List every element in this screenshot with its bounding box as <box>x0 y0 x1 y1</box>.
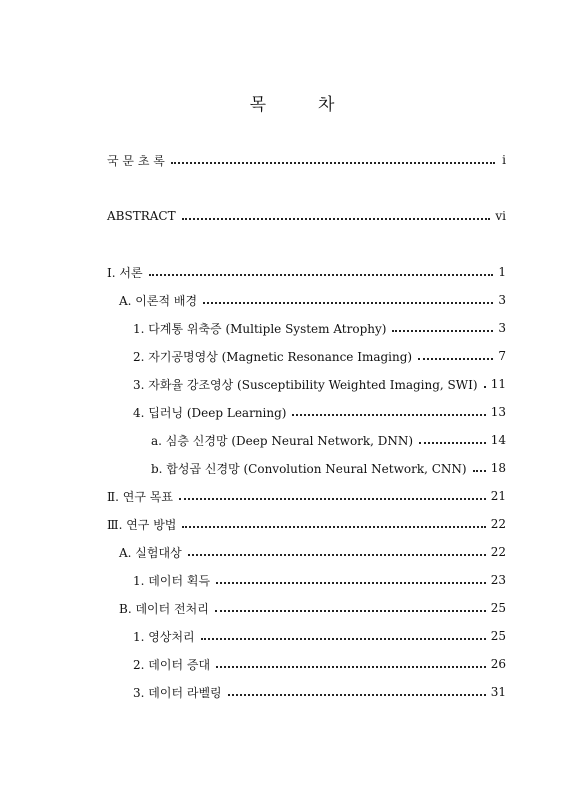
toc-leader <box>216 666 486 668</box>
toc-label: a. 심층 신경망 (Deep Neural Network, DNN) <box>151 433 414 448</box>
title-right: 차 <box>318 95 335 115</box>
toc-leader <box>182 526 485 528</box>
toc-leader <box>418 358 493 360</box>
toc-label: Ⅲ. 연구 방법 <box>107 517 177 532</box>
toc-page: 11 <box>490 377 506 391</box>
toc-entry-ch2[interactable] <box>107 486 506 506</box>
toc-entry-1a4a[interactable] <box>151 430 506 450</box>
toc-entry-3b1[interactable] <box>133 626 506 646</box>
toc-page: 13 <box>490 405 506 419</box>
toc-entry-korean-abstract[interactable] <box>107 150 506 170</box>
toc-leader <box>179 498 486 500</box>
toc-label: 1. 영상처리 <box>133 629 195 644</box>
toc-page: 25 <box>490 629 506 643</box>
toc-entry-1a1[interactable] <box>133 318 506 338</box>
toc-label: 2. 데이터 증대 <box>133 657 211 672</box>
toc-label: 4. 딥러닝 (Deep Learning) <box>133 405 287 420</box>
toc-entry-ch1[interactable] <box>107 262 506 282</box>
toc-leader <box>228 694 486 696</box>
toc-entry-ch3[interactable] <box>107 514 506 534</box>
toc-page: 22 <box>490 517 506 531</box>
toc-page: 7 <box>498 349 506 363</box>
toc-page: 3 <box>498 293 506 307</box>
toc-leader <box>171 162 495 164</box>
toc-leader <box>292 414 485 416</box>
toc-page: 31 <box>490 685 506 699</box>
toc-entry-1a2[interactable] <box>133 346 506 366</box>
toc-entry-3b3[interactable] <box>133 682 506 702</box>
toc-entry-3b2[interactable] <box>133 654 506 674</box>
toc-entry-abstract[interactable] <box>107 206 506 226</box>
toc-label: Ⅰ. 서론 <box>107 265 143 280</box>
toc-page: 18 <box>490 461 506 475</box>
toc-label: 3. 데이터 라벨링 <box>133 685 222 700</box>
toc-label: b. 합성곱 신경망 (Convolution Neural Network, CNN) <box>151 461 467 476</box>
toc-entry-3a[interactable] <box>119 542 506 562</box>
toc-page: 23 <box>490 573 506 587</box>
toc-label: 3. 자화율 강조영상 (Susceptibility Weighted Imaging, SWI) <box>133 377 478 392</box>
toc-page: 21 <box>490 489 506 503</box>
toc-entry-1a[interactable] <box>119 290 506 310</box>
toc-label: ABSTRACT <box>107 209 176 223</box>
toc-label: 1. 다계통 위축증 (Multiple System Atrophy) <box>133 321 387 336</box>
toc-leader <box>216 582 486 584</box>
toc-leader <box>392 330 493 332</box>
toc-leader <box>188 554 486 556</box>
toc-leader <box>182 218 491 220</box>
toc-leader <box>215 610 486 612</box>
title-left: 목 <box>249 95 266 115</box>
toc-label: A. 실험대상 <box>119 545 182 560</box>
toc-label: A. 이론적 배경 <box>119 293 198 308</box>
toc-page: 25 <box>490 601 506 615</box>
toc-page: 1 <box>498 265 506 279</box>
toc-label: 1. 데이터 획득 <box>133 573 211 588</box>
toc-label: 국 문 초 록 <box>107 153 165 168</box>
toc-entry-1a3[interactable] <box>133 374 506 394</box>
toc-page: 26 <box>490 657 506 671</box>
toc-page: i <box>502 153 506 167</box>
toc-page: 3 <box>498 321 506 335</box>
toc-entry-1a4b[interactable] <box>151 458 506 478</box>
toc-leader <box>473 470 486 472</box>
toc-leader <box>203 302 493 304</box>
toc-leader <box>201 638 486 640</box>
toc-entry-1a4[interactable] <box>133 402 506 422</box>
toc-leader <box>149 274 494 276</box>
page-title <box>0 90 584 115</box>
toc-page: 14 <box>490 433 506 447</box>
toc-page: 22 <box>490 545 506 559</box>
toc-entry-3a1[interactable] <box>133 570 506 590</box>
toc-entry-3b[interactable] <box>119 598 506 618</box>
toc-label: B. 데이터 전처리 <box>119 601 209 616</box>
toc-page: vi <box>495 209 506 223</box>
toc-label: Ⅱ. 연구 목표 <box>107 489 173 504</box>
toc-leader <box>419 442 486 444</box>
toc-label: 2. 자기공명영상 (Magnetic Resonance Imaging) <box>133 349 413 364</box>
